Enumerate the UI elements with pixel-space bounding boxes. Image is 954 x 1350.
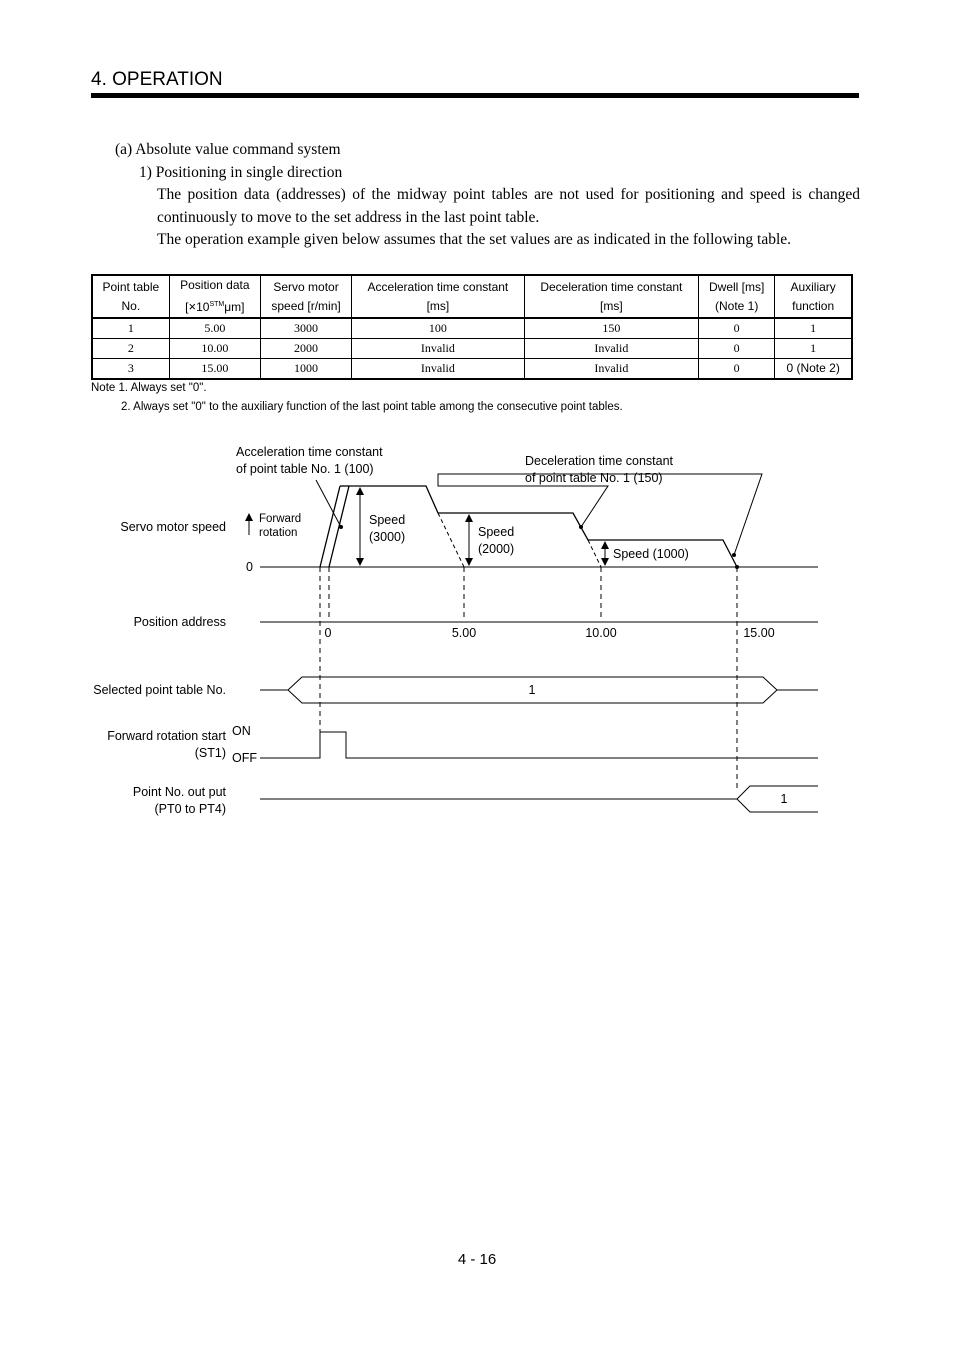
selected-table-label: Selected point table No. (93, 683, 226, 697)
section-heading-1: 1) Positioning in single direction (139, 164, 343, 181)
decel-leader-dot-2 (732, 553, 736, 557)
cell: 0 (699, 318, 775, 339)
cell: 2 (92, 339, 169, 359)
decel-dashed-2 (588, 540, 601, 567)
speed-2000-label-2: (2000) (478, 542, 515, 556)
decel-dashed-1 (438, 513, 464, 567)
pt-label-1: Point No. out put (132, 785, 226, 799)
forward-label-1: Forward (259, 513, 302, 525)
cell: Invalid (524, 359, 698, 380)
col-header-position-data: Position data $[\times 10^{STM}\mu m]$ (169, 275, 260, 318)
pos-15: 15.00 (743, 626, 775, 640)
decel-label-line2: of point table No. 1 (150) (525, 471, 663, 485)
decel-label-line1: Deceleration time constant (525, 454, 673, 468)
section-body (157, 184, 860, 252)
pt-value: 1 (780, 792, 788, 806)
decel-leader-line-2 (668, 474, 762, 555)
cell: Invalid (352, 339, 524, 359)
table-row (92, 359, 852, 380)
speed-3000-label-1: Speed (369, 513, 406, 527)
col-header-motor-speed: Servo motor speed [r/min] (260, 275, 351, 318)
cell: 1 (775, 318, 852, 339)
cell: 0 (Note 2) (775, 359, 852, 380)
table-header-row (92, 275, 852, 318)
speed-1000-label: Speed (1000) (613, 547, 689, 561)
cell: 2000 (260, 339, 351, 359)
pt-bus-shape (737, 786, 818, 812)
col-header-accel: Acceleration time constant [ms] (352, 275, 524, 318)
pos-10: 10.00 (585, 626, 617, 640)
cell: 15.00 (169, 359, 260, 380)
forward-label-2: rotation (259, 527, 298, 539)
accel-slope-start (320, 486, 340, 567)
speed-2000-label-1: Speed (478, 525, 515, 539)
cell: 5.00 (169, 318, 260, 339)
cell: Invalid (352, 359, 524, 380)
st1-label-2: (ST1) (194, 746, 226, 760)
page-header-title: 4. OPERATION (91, 69, 223, 90)
cell: 1 (92, 318, 169, 339)
note-2: 2. Always set "0" to the auxiliary function of the last point table among the consecutive point tables. (121, 401, 623, 413)
speed-zero-label: 0 (246, 560, 253, 574)
cell: 10.00 (169, 339, 260, 359)
cell: 3000 (260, 318, 351, 339)
body-paragraph-2: The operation example given below assumes that the set values are as indicated in the following table. (157, 231, 792, 248)
cell: 1 (775, 339, 852, 359)
pos-0: 0 (324, 626, 332, 640)
accel-label-line2: of point table No. 1 (100) (236, 462, 374, 476)
accel-leader-line (316, 480, 341, 527)
st1-label-1: Forward rotation start (107, 729, 226, 743)
page-number: 4 - 16 (457, 1251, 497, 1268)
col-header-decel: Deceleration time constant [ms] (524, 275, 698, 318)
st1-off: OFF (232, 751, 257, 765)
speed-3000-label-2: (3000) (369, 530, 406, 544)
selected-value: 1 (528, 683, 536, 697)
servo-speed-label: Servo motor speed (120, 520, 226, 534)
accel-label-line1: Acceleration time constant (236, 445, 383, 459)
cell: 0 (699, 339, 775, 359)
cell: 0 (699, 359, 775, 380)
pos-5: 5.00 (451, 626, 477, 640)
st1-on: ON (232, 724, 251, 738)
cell: 150 (524, 318, 698, 339)
section-heading-a: (a) Absolute value command system (115, 141, 341, 158)
col-header-dwell: Dwell [ms] (Note 1) (699, 275, 775, 318)
header-rule (91, 93, 859, 98)
pt-label-2: (PT0 to PT4) (154, 802, 226, 816)
cell: 1000 (260, 359, 351, 380)
st1-signal (260, 732, 818, 758)
timing-diagram (0, 430, 954, 830)
cell: Invalid (524, 339, 698, 359)
col-header-point-table: Point table No. (92, 275, 169, 318)
point-table (91, 274, 853, 380)
cell: 3 (92, 359, 169, 380)
body-paragraph-1: The position data (addresses) of the midway point tables are not used for positioning and speed is changed continuously to move to the set address in the last point table. (157, 186, 860, 226)
col-header-auxiliary: Auxiliary function (775, 275, 852, 318)
note-1: Note 1. Always set "0". (91, 382, 207, 394)
cell: 100 (352, 318, 524, 339)
table-row (92, 318, 852, 339)
table-row (92, 339, 852, 359)
position-address-label: Position address (133, 615, 226, 629)
